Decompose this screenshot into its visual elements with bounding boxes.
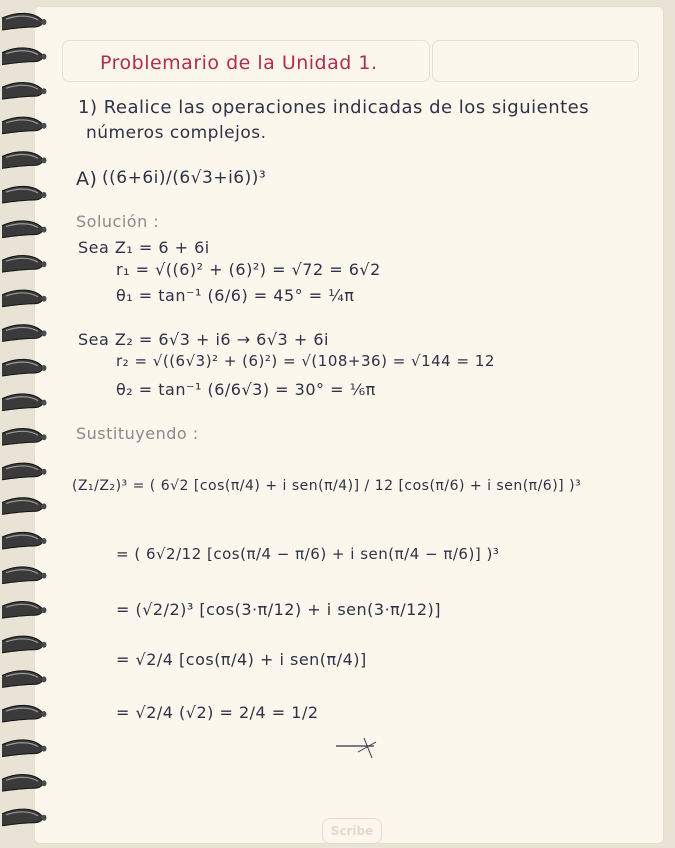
binding-ring — [2, 532, 47, 549]
binding-ring — [2, 221, 47, 238]
problem-label: A) — [76, 168, 98, 190]
binding-ring — [2, 705, 47, 722]
binding-ring — [2, 775, 47, 792]
binding-ring — [2, 186, 47, 203]
binding-ring — [2, 394, 47, 411]
page-title: Problemario de la Unidad 1. — [100, 52, 378, 74]
step-3: = (√2/2)³ [cos(3·π/12) + i sen(3·π/12)] — [116, 600, 442, 619]
binding-ring — [2, 636, 47, 653]
binding-ring — [2, 463, 47, 480]
brand-logo: Scribe — [322, 818, 382, 844]
binding-ring — [2, 83, 47, 100]
step-5: = √2/4 (√2) = 2/4 = 1/2 — [116, 703, 319, 722]
step-4: = √2/4 [cos(π/4) + i sen(π/4)] — [116, 650, 367, 669]
binding-ring — [2, 429, 47, 446]
prompt-line-2: números complejos. — [86, 123, 267, 143]
spiral-binding — [0, 0, 50, 848]
z1-definition: Sea Z₁ = 6 + 6i — [78, 238, 210, 257]
z2-definition: Sea Z₂ = 6√3 + i6 → 6√3 + 6i — [78, 330, 329, 349]
binding-ring — [2, 290, 47, 307]
z1-modulus: r₁ = √((6)² + (6)²) = √72 = 6√2 — [116, 260, 381, 279]
binding-ring — [2, 809, 47, 826]
final-answer-mark — [330, 728, 380, 768]
z2-modulus: r₂ = √((6√3)² + (6)²) = √(108+36) = √144 = 12 — [116, 352, 495, 370]
prompt-line-1: 1) Realice las operaciones indicadas de los siguientes — [78, 97, 590, 118]
substituting-label: Sustituyendo : — [76, 424, 199, 443]
binding-ring — [2, 567, 47, 584]
step-2: = ( 6√2/12 [cos(π/4 − π/6) + i sen(π/4 − π/6)] )³ — [116, 545, 500, 563]
binding-ring — [2, 359, 47, 376]
step-1: (Z₁/Z₂)³ = ( 6√2 [cos(π/4) + i sen(π/4)] / 12 [cos(π/6) + i sen(π/6)] )³ — [72, 478, 582, 494]
date-box — [432, 40, 639, 82]
binding-ring — [2, 740, 47, 757]
binding-ring — [2, 325, 47, 342]
binding-ring — [2, 152, 47, 169]
binding-ring — [2, 602, 47, 619]
binding-ring — [2, 48, 47, 65]
solution-label: Solución : — [76, 212, 160, 231]
binding-ring — [2, 498, 47, 515]
binding-ring — [2, 117, 47, 134]
binding-ring — [2, 13, 47, 30]
z1-argument: θ₁ = tan⁻¹ (6/6) = 45° = ¼π — [116, 286, 355, 305]
z2-argument: θ₂ = tan⁻¹ (6/6√3) = 30° = ⅙π — [116, 380, 376, 399]
binding-ring — [2, 671, 47, 688]
problem-expression: ((6+6i)/(6√3+i6))³ — [102, 168, 267, 188]
binding-ring — [2, 256, 47, 273]
